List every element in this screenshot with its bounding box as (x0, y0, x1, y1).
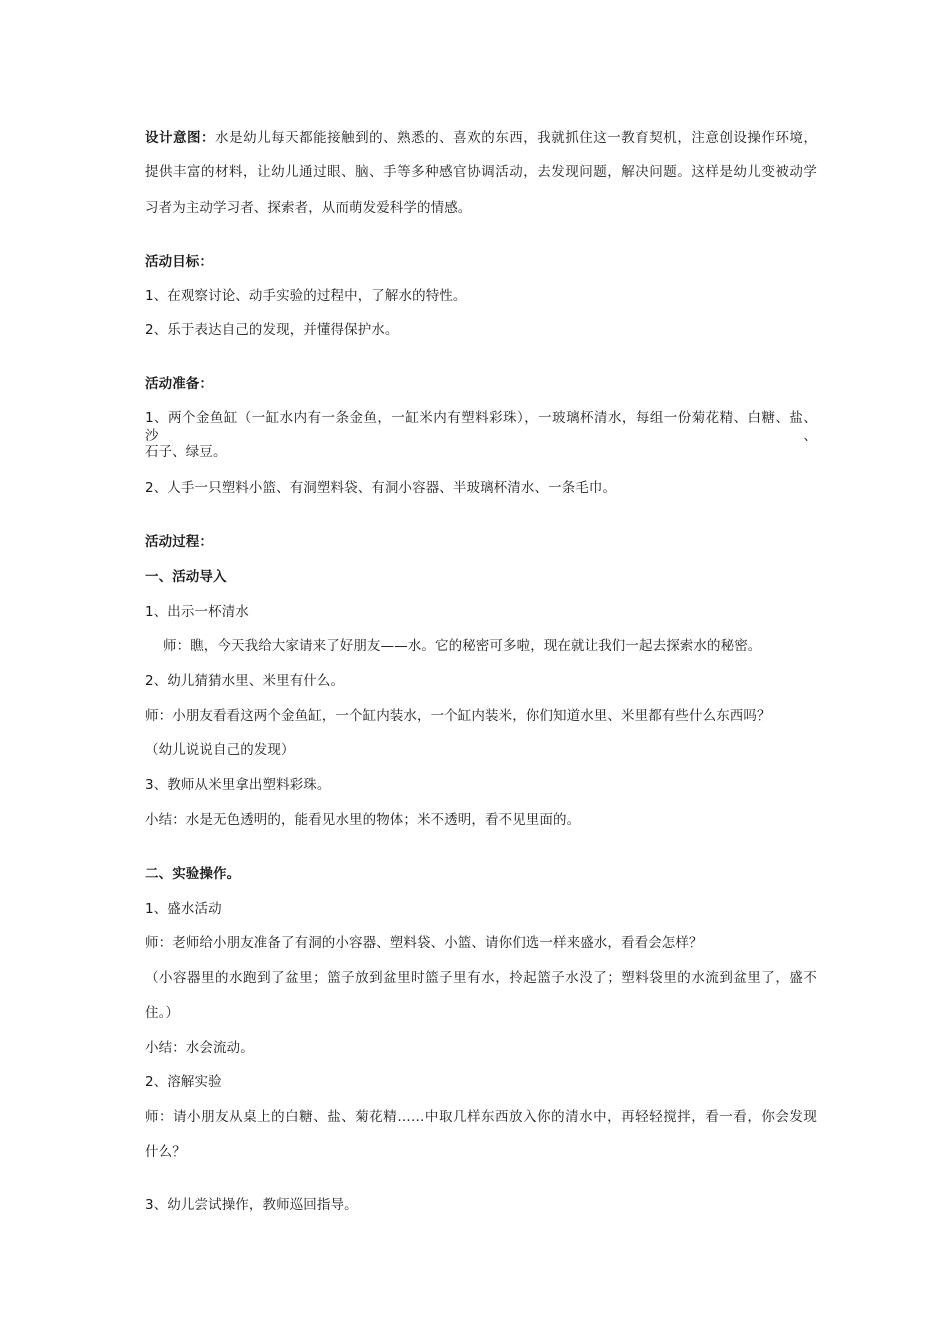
part1-step1-dialog: 师：瞧，今天我给大家请来了好朋友——水。它的秘密可多啦，现在就让我们一起去探索水的秘密。 (163, 638, 762, 654)
part2-heading: 二、实验操作。 (145, 866, 241, 882)
part2-step1-dialog: 师：老师给小朋友准备了有洞的小容器、塑料袋、小篮、请你们选一样来盛水，看看会怎样？ (145, 935, 703, 951)
part2-step3: 3、幼儿尝试操作，教师巡回指导。 (145, 1197, 358, 1213)
prep-item-2: 2、人手一只塑料小篮、有洞塑料袋、有洞小容器、半玻璃杯清水、一条毛巾。 (145, 480, 617, 496)
part2-step1-note-line-1: （小容器里的水跑到了盆里；篮子放到盆里时篮子里有水，拎起篮子水没了；塑料袋里的水流到盆里了，盛不 (145, 970, 817, 986)
part1-step2: 2、幼儿猜猜水里、米里有什么。 (145, 673, 345, 689)
intro-line-2: 提供丰富的材料，让幼儿通过眼、脑、手等多种感官协调活动，去发现问题，解决问题。这样是幼儿变被动学 (145, 164, 817, 180)
part1-step2-dialog: 师：小朋友看看这两个金鱼缸，一个缸内装水，一个缸内装米，你们知道水里、米里都有些什么东西吗？ (145, 708, 771, 724)
part2-step2-dialog-line-2: 什么？ (145, 1144, 186, 1160)
part2-step1: 1、盛水活动 (145, 901, 222, 917)
part2-step1-note-line-2: 住。） (145, 1005, 180, 1021)
goals-heading: 活动目标： (145, 254, 213, 270)
intro-line-1 (145, 129, 817, 147)
part2-step2: 2、溶解实验 (145, 1074, 222, 1090)
goal-item-1: 1、在观察讨论、动手实验的过程中，了解水的特性。 (145, 288, 467, 304)
part1-step2-note: （幼儿说说自己的发现） (145, 742, 295, 758)
part1-step1: 1、出示一杯清水 (145, 604, 249, 620)
prep-heading: 活动准备： (145, 376, 213, 392)
intro-label: 设计意图： (145, 130, 216, 146)
intro-line-3: 习者为主动学习者、探索者，从而萌发爱科学的情感。 (145, 200, 472, 216)
part2-step1-summary: 小结：水会流动。 (145, 1040, 254, 1056)
intro-text-1: 水是幼儿每天都能接触到的、熟悉的、喜欢的东西，我就抓住这一教育契机，注意创设操作环境， (215, 130, 817, 146)
part2-step2-dialog-line-1: 师：请小朋友从桌上的白糖、盐、菊花精……中取几样东西放入你的清水中，再轻轻搅拌，看一看，你会发现 (145, 1109, 817, 1125)
prep-item-1-line-2: 石子、绿豆。 (145, 444, 227, 460)
prep-item-1-line-1: 1、两个金鱼缸（一缸水内有一条金鱼，一缸米内有塑料彩珠），一玻璃杯清水，每组一份菊花精、白糖、盐、沙、 (145, 410, 817, 444)
part1-step3: 3、教师从米里拿出塑料彩珠。 (145, 777, 331, 793)
goal-item-2: 2、乐于表达自己的发现，并懂得保护水。 (145, 322, 399, 338)
process-heading: 活动过程： (145, 534, 213, 550)
part1-heading: 一、活动导入 (145, 569, 227, 585)
part1-summary: 小结：水是无色透明的，能看见水里的物体；米不透明，看不见里面的。 (145, 812, 581, 828)
